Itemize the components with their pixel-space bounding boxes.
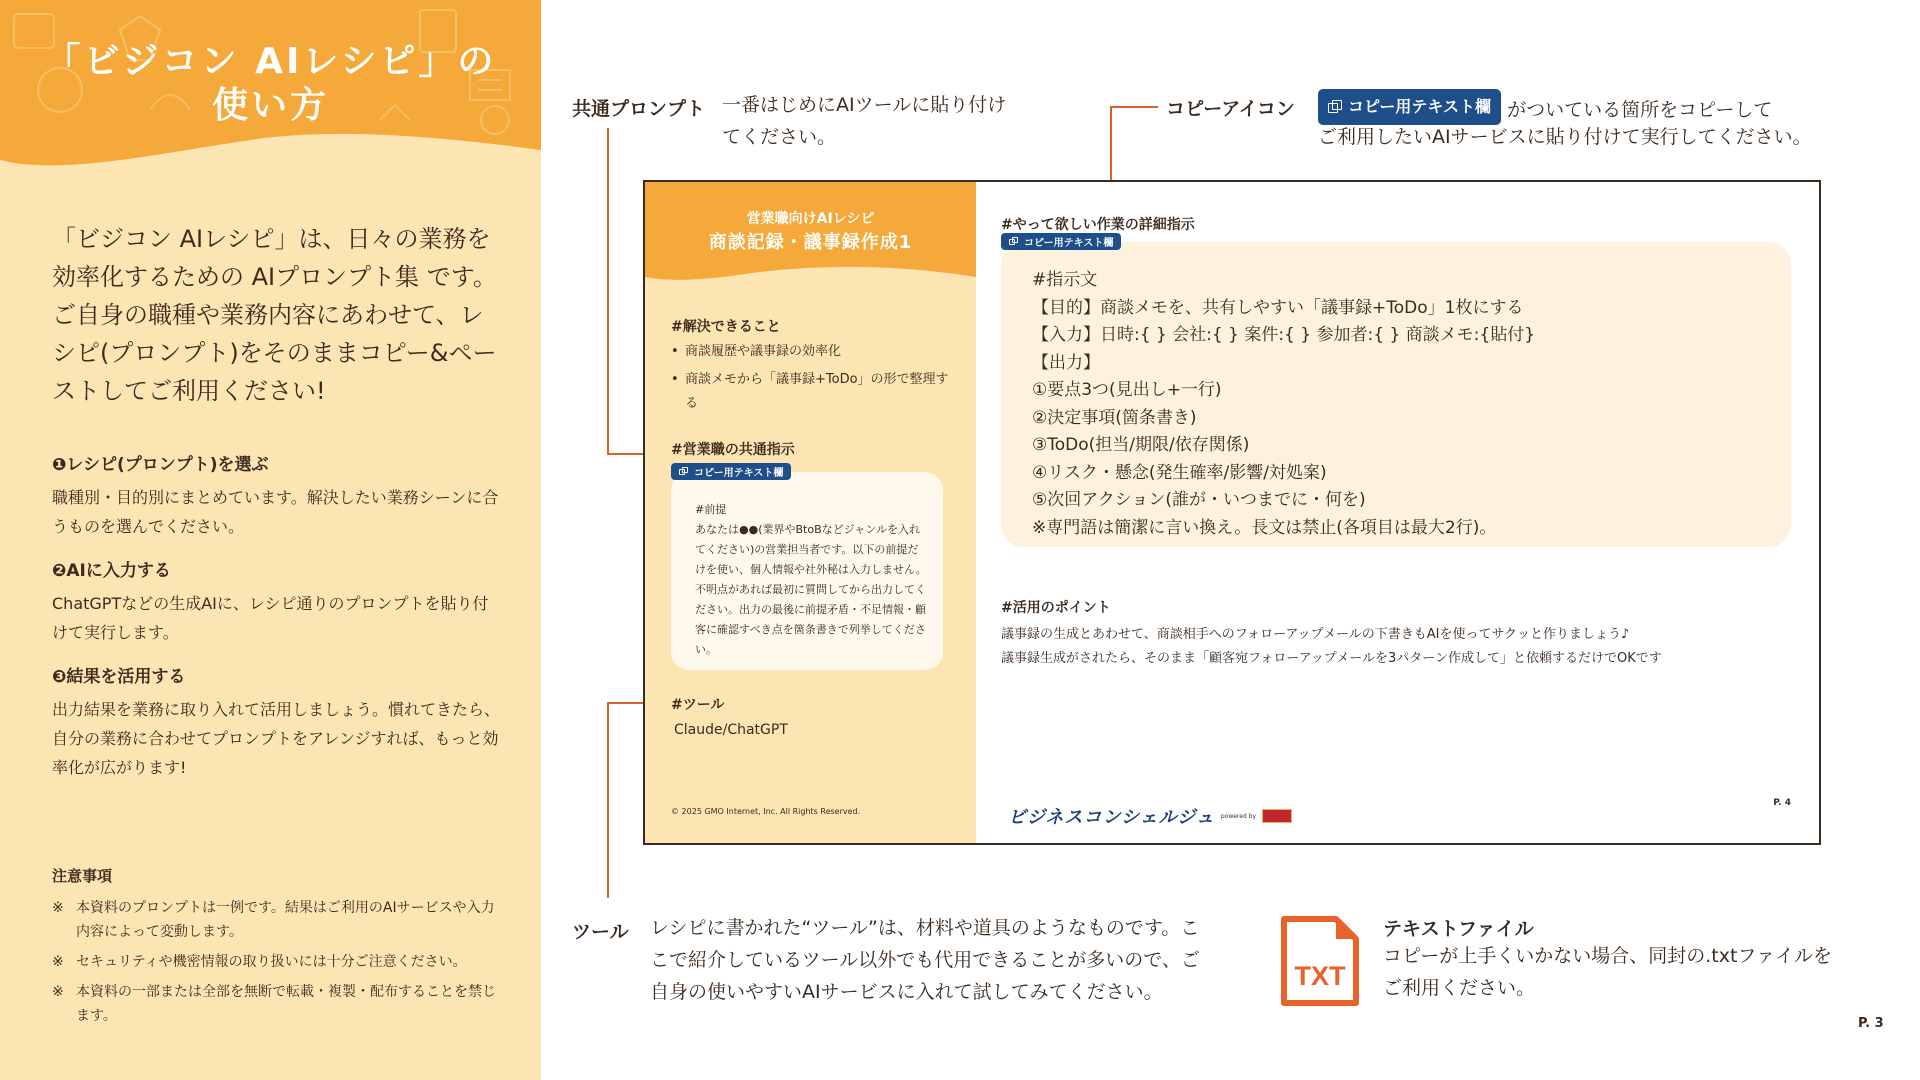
copy-badge[interactable]: コピー用テキスト欄 [671, 463, 791, 480]
note-item: ※ 本資料の一部または全部を無断で転載・複製・配布することを禁じます。 [52, 984, 496, 1024]
common-prompt-text[interactable]: #前提 あなたは●●(業界やBtoBなどジャンルを入れてください)の営業担当者です。以下の前提だけを使い、個人情報や社外秘は入力しません。不明点があれば最初に質問してから出力してください。出力の最後に前提矛盾・不足情報・顧客に確認すべき点を箇条書きで列挙してください。 [695, 503, 927, 656]
recipe-title: 商談記録・議事録作成1 [708, 232, 913, 253]
powered-by: powered by [1220, 812, 1257, 820]
copy-badge: コピー用テキスト欄 [1318, 89, 1501, 125]
solve-item: • 商談メモから「議事録+ToDo」の形で整理する [671, 368, 956, 416]
copy-icon [1009, 237, 1018, 246]
solve-heading: #解決できること [671, 319, 781, 335]
notes-section [52, 865, 502, 1034]
step-body: 出力結果を業務に取り入れて活用しましょう。慣れてきたら、自分の業務に合わせてプロンプトをアレンジすれば、もっと効率化が広がります! [52, 700, 501, 777]
solve-item: • 商談履歴や議事録の効率化 [671, 340, 956, 364]
copyright: © 2025 GMO Internet, Inc. All Rights Reserved. [671, 807, 861, 816]
step-2 [52, 559, 502, 647]
points-heading: #活用のポイント [1001, 600, 1111, 616]
detail-line: 【入力】日時:{ } 会社:{ } 案件:{ } 参加者:{ } 商談メモ:{貼付} [1032, 325, 1536, 345]
notes-title: 注意事項 [52, 867, 113, 885]
detail-heading: #やって欲しい作業の詳細指示 [1001, 217, 1195, 233]
brand-logo [1008, 803, 1292, 829]
copy-icon [679, 467, 688, 476]
detail-line: #指示文 [1032, 270, 1098, 290]
page-number: P. 3 [1858, 1016, 1884, 1031]
tool-heading: #ツール [671, 697, 725, 713]
connector-line [607, 128, 609, 455]
common-prompt-label: 共通プロンプト [572, 98, 706, 120]
step-title: ❶レシピ(プロンプト)を選ぶ [52, 455, 269, 475]
copy-icon-desc: コピー用テキスト欄 がついている箇所をコピーして [1318, 89, 1772, 126]
txt-file-icon [1280, 915, 1360, 1007]
step-body: ChatGPTなどの生成AIに、レシピ通りのプロンプトを貼り付けて実行します。 [52, 594, 489, 642]
step-title: ❸結果を活用する [52, 667, 186, 687]
connector-line [1110, 106, 1158, 108]
copy-icon [1328, 100, 1342, 114]
svg-text:TXT: TXT [1294, 961, 1346, 991]
common-heading: #営業職の共通指示 [671, 442, 795, 458]
detail-line: ※専門語は簡潔に言い換え。長文は禁止(各項目は最大2行)。 [1032, 518, 1497, 538]
copy-icon-desc-2: ご利用したいAIサービスに貼り付けて実行してください。 [1318, 126, 1812, 148]
recipe-sidebar [645, 182, 976, 843]
brand-name: ビジネスコンシェルジュ [1008, 807, 1215, 828]
connector-line [607, 702, 609, 898]
step-title: ❷AIに入力する [52, 561, 171, 581]
tool-label: ツール [572, 921, 629, 943]
intro-text: 「ビジコン AIレシピ」は、日々の業務を効率化するための AIプロンプト集 です。ご自身の職種や業務内容にあわせて、レシピ(プロンプト)をそのままコピー&ペーストしてご利用ください! [52, 225, 497, 405]
common-prompt-box [671, 468, 943, 670]
txt-file-label: テキストファイル [1383, 918, 1534, 940]
tool-value: Claude/ChatGPT [674, 722, 788, 738]
recipe-main [976, 182, 1821, 843]
instructions-panel [0, 0, 541, 1080]
note-item: ※ 本資料のプロンプトは一例です。結果はご利用のAIサービスや入力内容によって変動します。 [52, 900, 495, 940]
note-item: ※ セキュリティや機密情報の取り扱いには十分ご注意ください。 [52, 954, 467, 970]
detail-line: ②決定事項(箇条書き) [1032, 408, 1197, 428]
card-page-number: P. 4 [1773, 798, 1791, 808]
partner-logo-icon [1262, 809, 1292, 823]
panel-header [0, 0, 541, 180]
detail-line: ⑤次回アクション(誰が・いつまでに・何を) [1032, 490, 1366, 510]
detail-line: ①要点3つ(見出し+一行) [1032, 380, 1222, 400]
common-prompt-desc: 一番はじめにAIツールに貼り付けてください。 [722, 94, 1007, 148]
detail-line: 【出力】 [1032, 353, 1100, 373]
sample-recipe-card [643, 180, 1821, 845]
copy-icon-label: コピーアイコン [1166, 98, 1295, 120]
step-body: 職種別・目的別にまとめています。解決したい業務シーンに合うものを選んでください。 [52, 488, 499, 536]
recipe-subtitle: 営業職向けAIレシピ [746, 211, 875, 227]
detail-line: ③ToDo(担当/期限/依存関係) [1032, 435, 1250, 455]
recipe-header [645, 182, 976, 287]
tool-desc: レシピに書かれた“ツール”は、材料や道具のようなものです。ここで紹介しているツール以外でも代用できることが多いので、ご自身の使いやすいAIサービスに入れて試してみてください。 [650, 917, 1200, 1003]
detail-prompt-box[interactable] [1001, 238, 1791, 547]
point-line: 議事録生成がされたら、そのまま「顧客宛フォローアップメールを3パターン作成して」と依頼するだけでOKです [1001, 651, 1662, 666]
detail-line: ④リスク・懸念(発生確率/影響/対処案) [1032, 463, 1327, 483]
point-line: 議事録の生成とあわせて、商談相手へのフォローアップメールの下書きもAIを使ってサクッと作りましょう♪ [1001, 627, 1630, 642]
step-3 [52, 665, 502, 782]
step-1 [52, 453, 502, 541]
copy-badge[interactable]: コピー用テキスト欄 [1001, 233, 1121, 250]
page-title: 「ビジコン AIレシピ」の 使い方 [44, 41, 497, 126]
txt-file-desc: コピーが上手くいかない場合、同封の.txtファイルをご利用ください。 [1383, 945, 1833, 999]
detail-line: 【目的】商談メモを、共有しやすい「議事録+ToDo」1枚にする [1032, 298, 1524, 318]
